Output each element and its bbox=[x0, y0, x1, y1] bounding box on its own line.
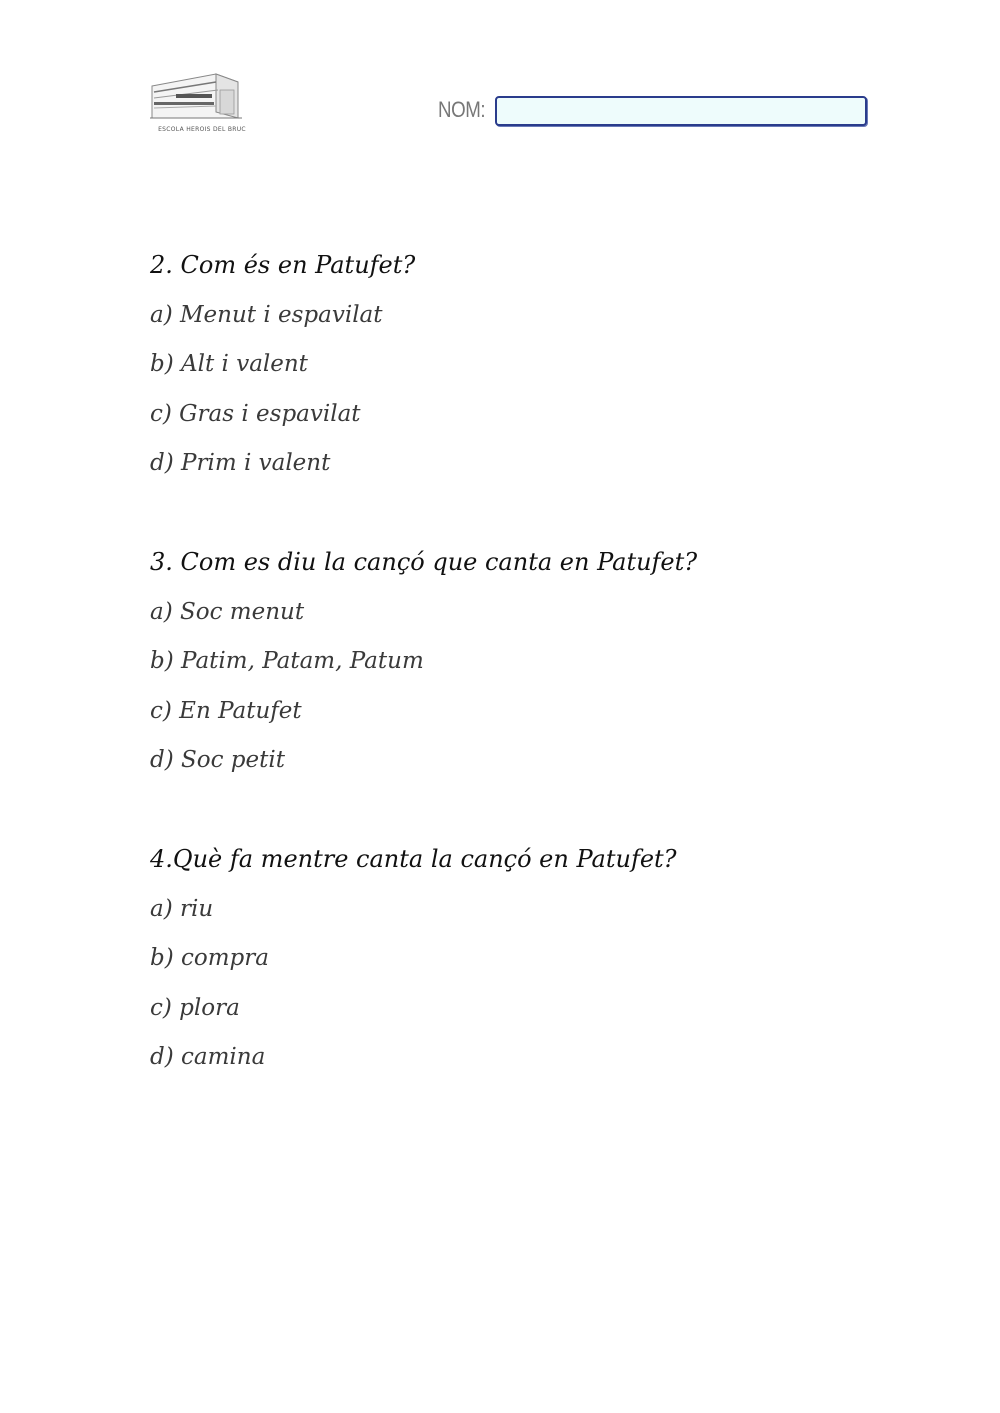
question-title: 2. Com és en Patufet? bbox=[150, 251, 416, 279]
option-b[interactable]: b) compra bbox=[150, 945, 269, 971]
question-title: 4.Què fa mentre canta la cançó en Patufet? bbox=[150, 845, 677, 873]
option-c[interactable]: c) plora bbox=[150, 994, 240, 1021]
question-4 bbox=[150, 844, 930, 1072]
question-title: 3. Com es diu la cançó que canta en Patufet? bbox=[150, 548, 698, 576]
school-building-icon bbox=[146, 68, 258, 126]
option-a[interactable]: a) riu bbox=[150, 895, 214, 922]
option-a[interactable]: a) Soc menut bbox=[150, 598, 305, 625]
option-c[interactable]: c) Gras i espavilat bbox=[150, 400, 361, 427]
option-d[interactable]: d) Soc petit bbox=[150, 747, 285, 773]
question-3 bbox=[150, 547, 930, 775]
question-2 bbox=[150, 250, 930, 478]
option-b[interactable]: b) Alt i valent bbox=[150, 351, 308, 377]
option-d[interactable]: d) camina bbox=[150, 1044, 266, 1070]
logo-caption: ESCOLA HEROIS DEL BRUC bbox=[158, 126, 246, 133]
option-d[interactable]: d) Prim i valent bbox=[150, 450, 331, 476]
option-a[interactable]: a) Menut i espavilat bbox=[150, 301, 383, 328]
name-label: NOM: bbox=[438, 97, 486, 122]
option-b[interactable]: b) Patim, Patam, Patum bbox=[150, 648, 424, 674]
option-c[interactable]: c) En Patufet bbox=[150, 697, 302, 724]
school-logo bbox=[146, 68, 258, 138]
name-input[interactable] bbox=[495, 96, 867, 126]
